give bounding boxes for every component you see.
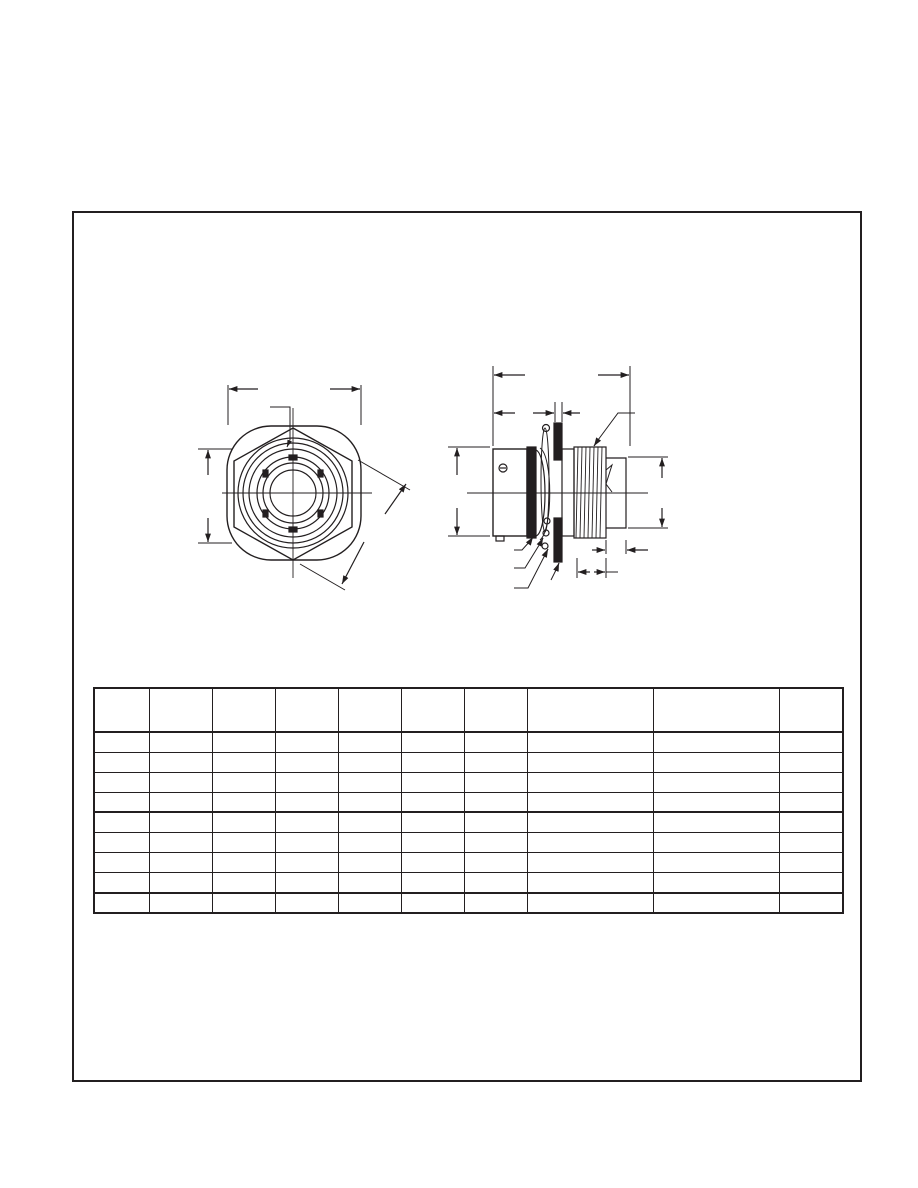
table-cell [401, 853, 464, 873]
table-cell [527, 732, 653, 752]
dimension-table [93, 687, 844, 914]
header-cell [338, 688, 401, 732]
table-cell [94, 812, 149, 832]
table-cell [94, 833, 149, 853]
table-row [94, 792, 843, 812]
table-cell [338, 893, 401, 913]
table-row [94, 732, 843, 752]
header-cell [401, 688, 464, 732]
table-cell [653, 833, 779, 853]
table-row [94, 873, 843, 893]
table-cell [401, 893, 464, 913]
table-cell [653, 873, 779, 893]
table-cell [94, 772, 149, 792]
header-cell [527, 688, 653, 732]
table-cell [338, 792, 401, 812]
table-cell [779, 772, 843, 792]
table-cell [212, 833, 275, 853]
table-cell [212, 873, 275, 893]
table-cell [779, 893, 843, 913]
table-cell [149, 812, 212, 832]
header-cell [779, 688, 843, 732]
table-cell [149, 772, 212, 792]
table-cell [527, 833, 653, 853]
table-cell [464, 732, 527, 752]
table-cell [464, 853, 527, 873]
table-cell [212, 772, 275, 792]
table-cell [527, 853, 653, 873]
table-cell [653, 752, 779, 772]
table-cell [149, 792, 212, 812]
table-cell [779, 812, 843, 832]
table-cell [275, 853, 338, 873]
table-cell [527, 812, 653, 832]
table-row [94, 772, 843, 792]
table-row [94, 812, 843, 832]
table-cell [401, 792, 464, 812]
table-cell [338, 853, 401, 873]
table-cell [94, 732, 149, 752]
table-cell [527, 873, 653, 893]
table-cell [464, 833, 527, 853]
table-cell [401, 732, 464, 752]
table-cell [94, 853, 149, 873]
table-row [94, 893, 843, 913]
header-cell [275, 688, 338, 732]
table-row [94, 833, 843, 853]
table-cell [779, 792, 843, 812]
table-cell [401, 833, 464, 853]
front-view [198, 385, 410, 590]
table-cell [338, 812, 401, 832]
table-cell [653, 792, 779, 812]
table-cell [464, 752, 527, 772]
header-cell [212, 688, 275, 732]
header-cell [464, 688, 527, 732]
table-cell [149, 873, 212, 893]
header-cell [149, 688, 212, 732]
table-cell [275, 873, 338, 893]
table-cell [338, 732, 401, 752]
table-cell [94, 873, 149, 893]
table-cell [212, 732, 275, 752]
table-cell [275, 893, 338, 913]
table-cell [401, 772, 464, 792]
table-cell [401, 873, 464, 893]
table-header-row [94, 688, 843, 732]
table-cell [275, 812, 338, 832]
header-cell [94, 688, 149, 732]
table-cell [527, 772, 653, 792]
table-cell [653, 732, 779, 752]
table-cell [94, 893, 149, 913]
table-cell [149, 833, 212, 853]
table-cell [338, 873, 401, 893]
table-cell [149, 732, 212, 752]
table-cell [653, 812, 779, 832]
table-cell [212, 792, 275, 812]
table-cell [464, 873, 527, 893]
table-cell [212, 752, 275, 772]
table-cell [212, 853, 275, 873]
table-cell [338, 752, 401, 772]
table-cell [275, 772, 338, 792]
table-cell [464, 772, 527, 792]
table-cell [149, 893, 212, 913]
table-cell [401, 752, 464, 772]
header-cell [653, 688, 779, 732]
table-cell [779, 752, 843, 772]
table-cell [527, 792, 653, 812]
table-row [94, 752, 843, 772]
table-cell [401, 812, 464, 832]
table-cell [527, 752, 653, 772]
table-cell [653, 772, 779, 792]
table-cell [464, 792, 527, 812]
table-cell [464, 893, 527, 913]
table-cell [779, 853, 843, 873]
table-cell [338, 772, 401, 792]
table-cell [94, 752, 149, 772]
table-cell [275, 792, 338, 812]
table-cell [653, 853, 779, 873]
table-cell [275, 732, 338, 752]
table-cell [527, 893, 653, 913]
table-cell [779, 833, 843, 853]
table-cell [149, 752, 212, 772]
table-cell [212, 893, 275, 913]
table-cell [149, 853, 212, 873]
table-cell [338, 833, 401, 853]
table-cell [275, 752, 338, 772]
table-cell [653, 893, 779, 913]
table-cell [464, 812, 527, 832]
table-row [94, 853, 843, 873]
table-cell [275, 833, 338, 853]
table-cell [779, 873, 843, 893]
table-cell [94, 792, 149, 812]
table-cell [779, 732, 843, 752]
side-view [448, 366, 668, 588]
table-cell [212, 812, 275, 832]
